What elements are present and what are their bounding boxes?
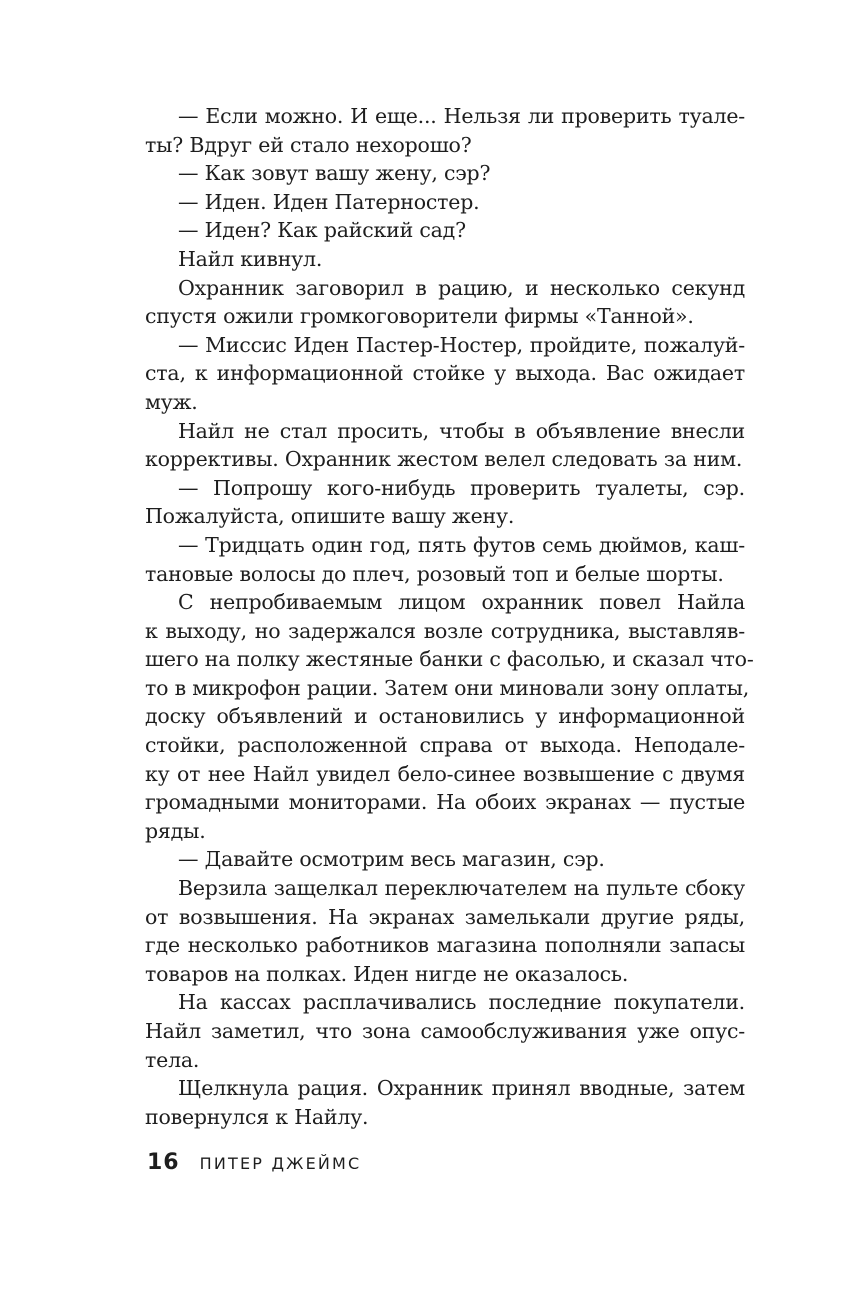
body-text (145, 102, 754, 1131)
text-line: ку от нее Найл увидел бело-синее возвышение с двумя (145, 761, 745, 786)
text-line: — Иден. Иден Патерностер. (178, 189, 480, 214)
paragraph (145, 531, 745, 588)
text-line: — Давайте осмотрим весь магазин, сэр. (178, 847, 605, 872)
paragraph (145, 988, 745, 1074)
paragraph (145, 245, 745, 274)
text-line: где несколько работников магазина пополняли запасы (145, 933, 745, 958)
text-line: Найл не стал просить, чтобы в объявление внесли (178, 418, 745, 443)
text-line: тановые волосы до плеч, розовый топ и белые шорты. (145, 561, 724, 586)
text-line: громадными мониторами. На обоих экранах — пустые (145, 790, 745, 815)
text-line: Найл кивнул. (178, 246, 323, 271)
text-line: Пожалуйста, опишите вашу жену. (145, 504, 515, 529)
paragraph (145, 216, 745, 245)
text-line: — Тридцать один год, пять футов семь дюймов, каш- (178, 532, 745, 557)
paragraph (145, 159, 745, 188)
text-line: Верзила защелкал переключателем на пульте сбоку (178, 876, 745, 901)
text-line: коррективы. Охранник жестом велел следовать за ним. (145, 447, 743, 472)
paragraph (145, 417, 745, 474)
author-name: ПИТЕР ДЖЕЙМС (199, 1154, 362, 1173)
text-line: шего на полку жестяные банки с фасолью, и сказал что- (145, 647, 754, 672)
text-line: доску объявлений и остановились у информационной (145, 704, 745, 729)
text-line: — Попрошу кого-нибудь проверить туалеты, сэр. (178, 475, 745, 500)
text-line: тела. (145, 1047, 200, 1072)
text-line: Щелкнула рация. Охранник принял вводные, затем (178, 1076, 745, 1101)
text-line: повернулся к Найлу. (145, 1104, 369, 1129)
paragraph (145, 588, 754, 845)
text-line: спустя ожили громкоговорители фирмы «Танной». (145, 304, 694, 329)
text-line: то в микрофон рации. Затем они миновали зону оплаты, (145, 675, 750, 700)
running-footer (147, 1150, 361, 1180)
paragraph (145, 188, 745, 217)
paragraph (145, 274, 745, 331)
text-line: товаров на полках. Иден нигде не оказалось. (145, 961, 629, 986)
text-line: На кассах расплачивались последние покупатели. (178, 990, 745, 1015)
text-line: Найл заметил, что зона самообслуживания уже опус- (145, 1019, 745, 1043)
text-line: — Как зовут вашу жену, сэр? (178, 161, 491, 186)
page-number: 16 (147, 1150, 180, 1175)
text-line: ряды. (145, 818, 206, 843)
text-line: ты? Вдруг ей стало нехорошо? (145, 132, 472, 157)
paragraph (145, 845, 745, 874)
paragraph (145, 102, 745, 159)
text-line: С непробиваемым лицом охранник повел Найла (178, 590, 745, 615)
text-line: — Миссис Иден Пастер-Ностер, пройдите, пожалуй- (178, 332, 745, 357)
text-line: от возвышения. На экранах замелькали другие ряды, (145, 904, 745, 929)
text-line: ста, к информационной стойке у выхода. Вас ожидает (145, 361, 745, 386)
paragraph (145, 1074, 745, 1131)
paragraph (145, 474, 745, 531)
paragraph (145, 874, 745, 988)
text-line: Охранник заговорил в рацию, и несколько секунд (178, 275, 745, 300)
text-line: стойки, расположенной справа от выхода. Неподале- (145, 733, 745, 758)
text-line: к выходу, но задержался возле сотрудника, выставляв- (145, 618, 745, 643)
text-line: муж. (145, 389, 198, 414)
text-line: — Иден? Как райский сад? (178, 218, 466, 243)
text-line: — Если можно. И еще... Нельзя ли проверить туале- (178, 104, 745, 128)
paragraph (145, 331, 745, 417)
